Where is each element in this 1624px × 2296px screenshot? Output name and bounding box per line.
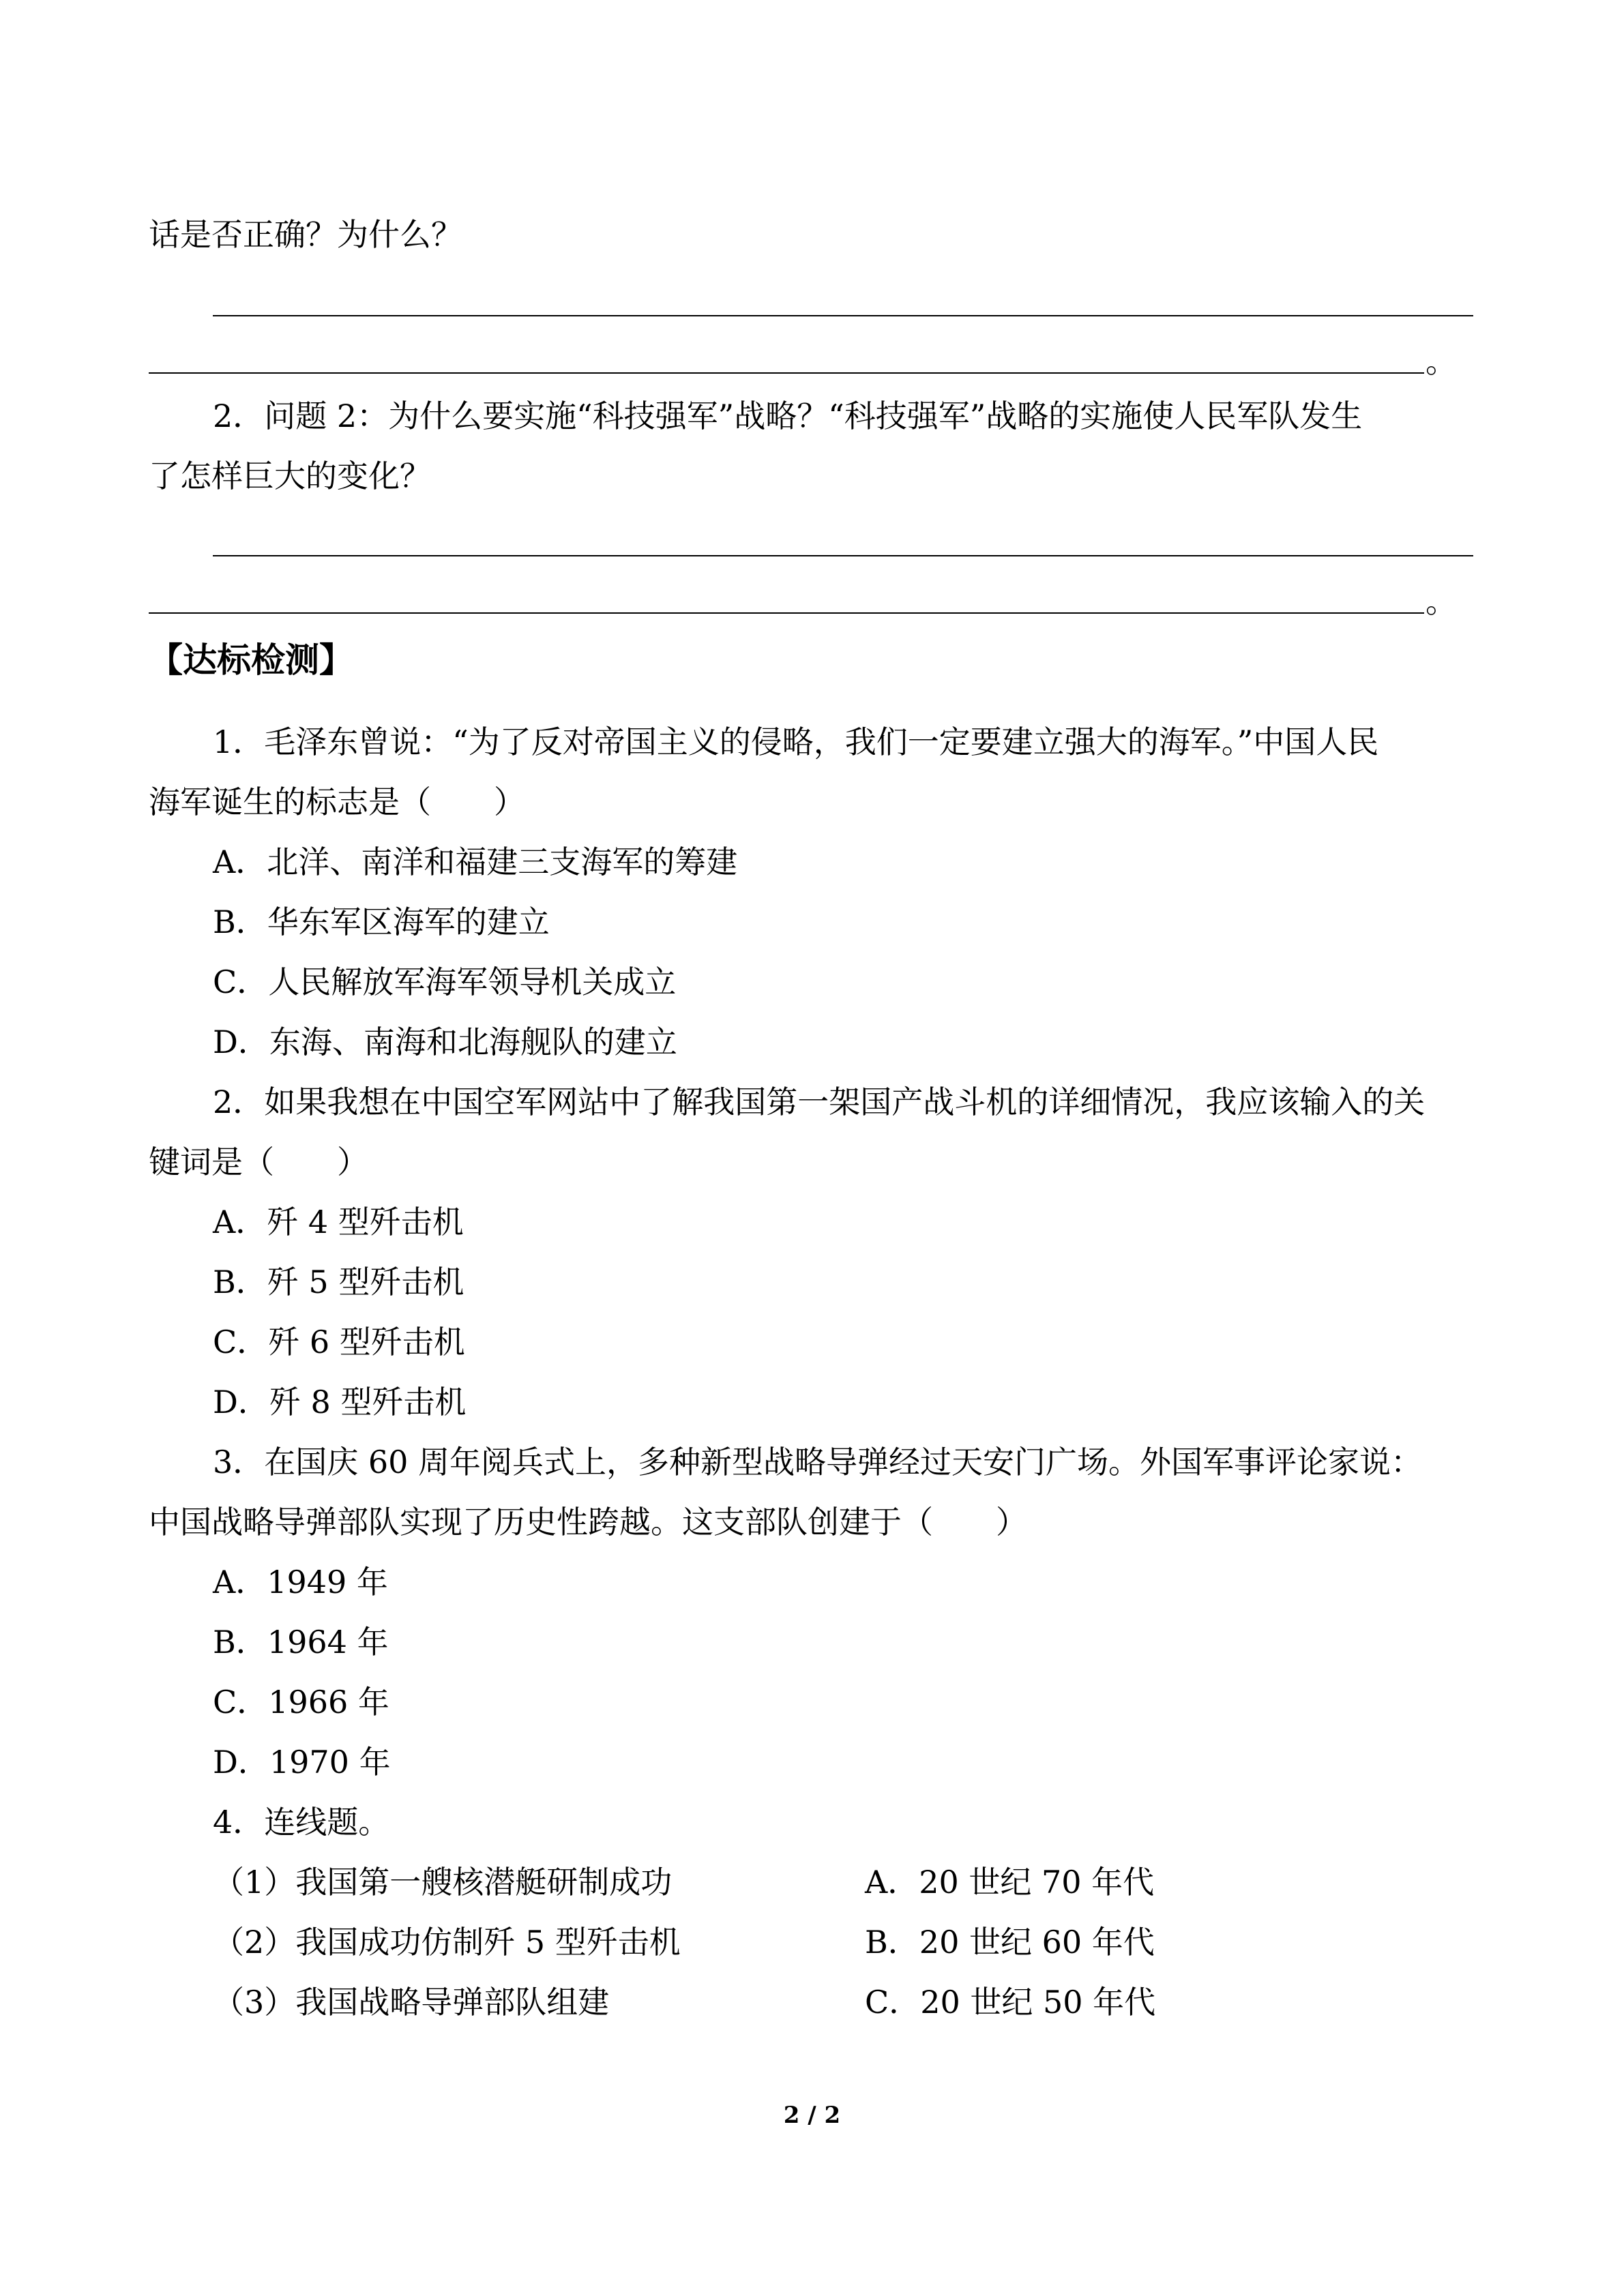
q1-line-2: 海军诞生的标志是（ ）: [149, 784, 525, 820]
q1-option-a: A．北洋、南洋和福建三支海军的筹建: [213, 844, 738, 880]
period-mark: 。: [1426, 583, 1457, 620]
q4-right-item-b: B．20 世纪 60 年代: [865, 1924, 1155, 1960]
q3-option-c: C．1966 年: [213, 1684, 389, 1720]
q2-line-1: 2．如果我想在中国空军网站中了解我国第一架国产战斗机的详细情况，我应该输入的关: [213, 1084, 1426, 1120]
q1-line-1: 1．毛泽东曾说：“为了反对帝国主义的侵略，我们一定要建立强大的海军。”中国人民: [213, 724, 1379, 760]
q4-right-item-c: C．20 世纪 50 年代: [865, 1984, 1156, 2021]
q2-line-2: 键词是（ ）: [149, 1144, 368, 1180]
period-mark: 。: [1426, 343, 1457, 380]
q2-option-d: D．歼 8 型歼击机: [213, 1384, 467, 1420]
question-2-line-2: 了怎样巨大的变化？: [149, 458, 431, 494]
question-fragment: 话是否正确？为什么？: [149, 216, 462, 253]
question-2-line-1: 2．问题 2：为什么要实施“科技强军”战略？“科技强军”战略的实施使人民军队发生: [213, 398, 1363, 434]
q4-left-item-3: （3）我国战略导弹部队组建: [213, 1984, 610, 2021]
q2-option-b: B．歼 5 型歼击机: [213, 1264, 464, 1300]
q4-title: 4．连线题。: [213, 1804, 390, 1840]
answer-line: [149, 612, 1424, 614]
answer-line: [213, 555, 1473, 556]
answer-line: [149, 372, 1424, 374]
q3-line-1: 3．在国庆 60 周年阅兵式上，多种新型战略导弹经过天安门广场。外国军事评论家说：: [213, 1444, 1423, 1480]
q2-option-a: A．歼 4 型歼击机: [213, 1204, 464, 1240]
q3-option-a: A．1949 年: [213, 1564, 388, 1600]
q1-option-d: D．东海、南海和北海舰队的建立: [213, 1024, 677, 1060]
page-number: 2 / 2: [783, 2102, 841, 2129]
q1-option-c: C．人民解放军海军领导机关成立: [213, 964, 677, 1000]
q2-option-c: C．歼 6 型歼击机: [213, 1324, 465, 1360]
q4-right-item-a: A．20 世纪 70 年代: [865, 1864, 1155, 1900]
q3-option-d: D．1970 年: [213, 1744, 391, 1780]
answer-line: [213, 315, 1473, 316]
section-heading: 【达标检测】: [149, 640, 353, 680]
q4-left-item-1: （1）我国第一艘核潜艇研制成功: [213, 1864, 673, 1900]
q3-option-b: B．1964 年: [213, 1624, 389, 1660]
q3-line-2: 中国战略导弹部队实现了历史性跨越。这支部队创建于（ ）: [149, 1504, 1027, 1540]
q4-left-item-2: （2）我国成功仿制歼 5 型歼击机: [213, 1924, 681, 1960]
q1-option-b: B．华东军区海军的建立: [213, 904, 550, 940]
